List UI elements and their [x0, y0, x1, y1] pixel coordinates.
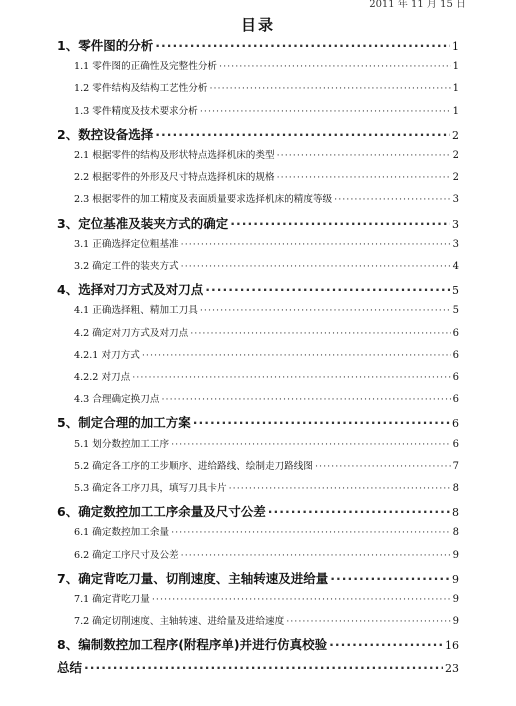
- toc-page-number: 8: [452, 506, 459, 520]
- document-date: 2011 年 11 月 15 日: [369, 0, 466, 10]
- toc-entry-label: 1.2 零件结构及结构工艺性分析: [74, 83, 208, 95]
- toc-page-number: 7: [452, 460, 459, 472]
- toc-subsection-entry: [74, 436, 459, 450]
- toc-entry-label: 3、定位基准及装夹方式的确定: [57, 215, 229, 231]
- toc-page-number: 3: [452, 194, 459, 206]
- toc-entry-label: 4.3 合理确定换刀点: [74, 394, 160, 406]
- toc-page-number: 6: [452, 438, 459, 450]
- toc-dot-leader: [181, 261, 451, 272]
- toc-entry-label: 7.2 确定切削速度、主轴转速、进给量及进给速度: [74, 616, 285, 628]
- toc-subsection-entry: [74, 369, 459, 383]
- toc-entry-label: 1.1 零件图的正确性及完整性分析: [74, 61, 218, 73]
- toc-page-number: 6: [452, 417, 459, 431]
- toc-entry-label: 3.2 确定工件的装夹方式: [74, 261, 179, 272]
- toc-subsection-entry: [74, 236, 459, 250]
- toc-entry-label: 2.2 根据零件的外形及尺寸特点选择机床的规格: [74, 172, 275, 184]
- toc-entry-label: 1、零件图的分析: [57, 38, 154, 53]
- toc-subsection-entry: [74, 524, 459, 538]
- toc-entry-label: 6、确定数控加工工序余量及尺寸公差: [57, 504, 266, 520]
- toc-dot-leader: [84, 660, 443, 675]
- toc-entry-label: 5.2 确定各工序的工步顺序、进给路线、绘制走刀路线图: [74, 460, 313, 472]
- toc-page-number: 3: [452, 217, 459, 231]
- toc-dot-leader: [193, 415, 450, 430]
- toc-entry-label: 总结: [57, 659, 83, 675]
- toc-page-number: 9: [452, 549, 459, 561]
- toc-summary-entry: [57, 658, 459, 676]
- toc-subsection-entry: [74, 391, 459, 405]
- toc-entry-label: 4.1 正确选择粗、精加工刀具: [74, 305, 198, 317]
- toc-page-number: 1: [452, 83, 459, 95]
- toc-dot-leader: [152, 594, 451, 605]
- toc-dot-leader: [181, 550, 451, 561]
- toc-page-number: 1: [452, 105, 459, 117]
- toc-entry-label: 1.3 零件精度及技术要求分析: [74, 105, 198, 117]
- toc-entry-label: 2.3 根据零件的加工精度及表面质量要求选择机床的精度等级: [74, 194, 333, 206]
- toc-subsection-entry: [74, 302, 459, 316]
- toc-dot-leader: [334, 194, 450, 205]
- toc-dot-leader: [230, 216, 450, 231]
- toc-page-number: 3: [452, 238, 459, 250]
- toc-dot-leader: [142, 350, 451, 361]
- toc-dot-leader: [171, 527, 451, 538]
- toc-section-entry: [57, 280, 459, 298]
- toc-entry-label: 8、编制数控加工程序(附程序单)并进行仿真校验: [57, 637, 328, 653]
- toc-page-number: 8: [452, 483, 459, 494]
- toc-entry-label: 5.3 确定各工序刀具，填写刀具卡片: [74, 483, 227, 494]
- toc-section-entry: [57, 214, 459, 232]
- toc-dot-leader: [219, 61, 451, 72]
- toc-dot-leader: [277, 150, 451, 161]
- toc-dot-leader: [330, 571, 450, 586]
- toc-entry-label: 4、选择对刀方式及对刀点: [57, 282, 204, 298]
- toc-subsection-entry: [74, 325, 459, 339]
- toc-page-number: 9: [452, 594, 459, 605]
- toc-dot-leader: [155, 38, 450, 53]
- toc-subsection-entry: [74, 591, 459, 605]
- toc-section-entry: [57, 502, 459, 520]
- toc-dot-leader: [181, 239, 451, 250]
- toc-entry-label: 6.2 确定工序尺寸及公差: [74, 549, 179, 561]
- toc-dot-leader: [200, 305, 451, 316]
- toc-subsection-entry: [74, 103, 459, 117]
- toc-dot-leader: [277, 172, 451, 183]
- toc-subsection-entry: [74, 547, 459, 561]
- toc-section-entry: [57, 569, 459, 587]
- toc-dot-leader: [229, 483, 451, 494]
- toc-subsection-entry: [74, 147, 459, 161]
- toc-entry-label: 5、制定合理的加工方案: [57, 415, 191, 431]
- toc-entry-label: 2、数控设备选择: [57, 126, 154, 142]
- toc-subsection-entry: [74, 258, 459, 272]
- toc-page-number: 6: [452, 349, 459, 361]
- toc-page-number: 1: [452, 61, 459, 73]
- toc-page-number: 2: [452, 172, 459, 184]
- toc-entry-label: 7.1 确定背吃刀量: [74, 594, 150, 605]
- toc-page-number: 23: [445, 661, 459, 675]
- toc-page-number: 5: [452, 305, 459, 317]
- toc-subsection-entry: [74, 169, 459, 183]
- toc-dot-leader: [200, 106, 451, 117]
- toc-page-number: 6: [452, 327, 459, 339]
- toc-dot-leader: [171, 439, 451, 450]
- toc-dot-leader: [205, 282, 450, 297]
- toc-page-number: 5: [452, 284, 459, 298]
- toc-subsection-entry: [74, 458, 459, 472]
- toc-page-number: 4: [452, 261, 459, 272]
- toc-entry-label: 2.1 根据零件的结构及形状特点选择机床的类型: [74, 150, 275, 161]
- toc-page-number: 9: [452, 616, 459, 628]
- toc-dot-leader: [329, 637, 443, 652]
- toc-entry-label: 5.1 划分数控加工工序: [74, 438, 170, 450]
- toc-subsection-entry: [74, 347, 459, 361]
- toc-section-entry: [57, 36, 459, 54]
- toc-dot-leader: [132, 372, 450, 383]
- toc-dot-leader: [155, 127, 450, 142]
- toc-section-entry: [57, 635, 459, 653]
- toc-page-number: 6: [452, 394, 459, 406]
- toc-section-entry: [57, 125, 459, 143]
- toc-page-number: 8: [452, 527, 459, 539]
- toc-page-number: 2: [452, 128, 459, 142]
- toc-entry-label: 6.1 确定数控加工余量: [74, 527, 170, 539]
- toc-page-number: 6: [452, 372, 459, 383]
- toc-dot-leader: [315, 461, 451, 472]
- toc-entry-label: 7、确定背吃刀量、切削速度、主轴转速及进给量: [57, 570, 329, 586]
- toc-title: 目录: [240, 16, 275, 34]
- toc-entry-label: 3.1 正确选择定位粗基准: [74, 238, 179, 250]
- toc-page-number: 2: [452, 150, 459, 161]
- toc-dot-leader: [161, 394, 450, 405]
- toc-subsection-entry: [74, 58, 459, 72]
- toc-subsection-entry: [74, 613, 459, 627]
- toc-entry-label: 4.2.1 对刀方式: [74, 349, 140, 361]
- toc-subsection-entry: [74, 480, 459, 494]
- toc-dot-leader: [268, 504, 450, 519]
- toc-subsection-entry: [74, 191, 459, 205]
- toc-subsection-entry: [74, 80, 459, 94]
- toc-page-number: 1: [452, 40, 459, 53]
- toc-section-entry: [57, 413, 459, 431]
- toc-dot-leader: [209, 83, 450, 94]
- toc-entry-label: 4.2.2 对刀点: [74, 372, 131, 383]
- toc-entry-label: 4.2 确定对刀方式及对刀点: [74, 327, 189, 339]
- toc-page-number: 9: [452, 572, 459, 586]
- toc-dot-leader: [190, 328, 450, 339]
- toc-dot-leader: [286, 616, 450, 627]
- toc-page-number: 16: [445, 639, 459, 653]
